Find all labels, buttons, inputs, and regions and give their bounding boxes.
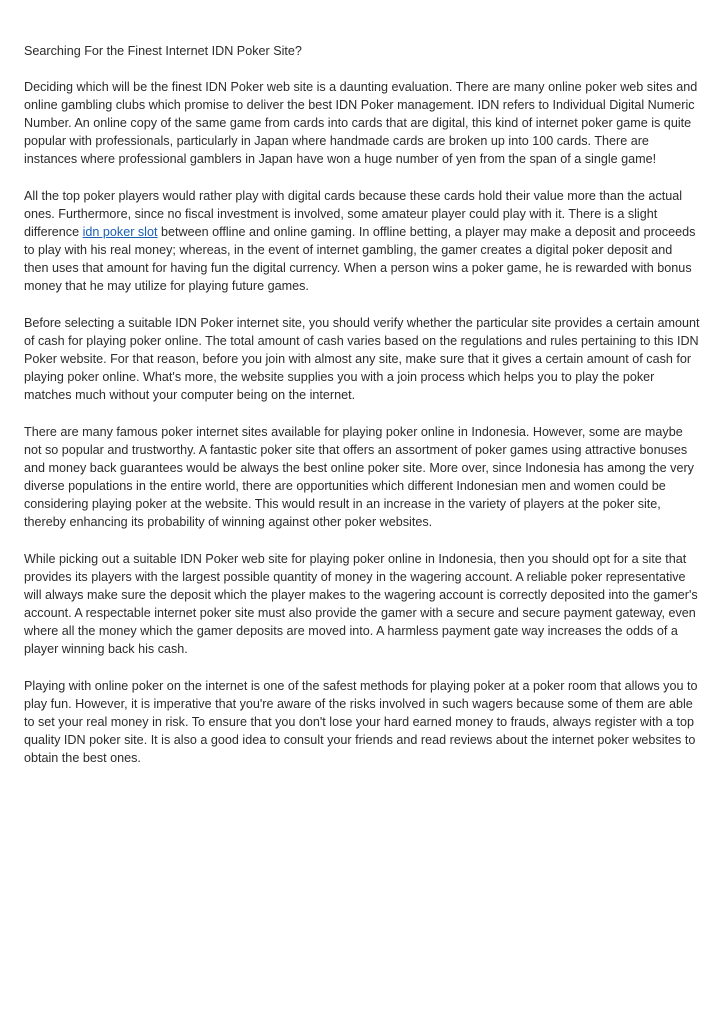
document-body [24,42,700,786]
paragraph-1: Deciding which will be the finest IDN Poker web site is a daunting evaluation. There are many online poker web sites and online gambling clubs which promise to deliver the best IDN Poker management. IDN refers to Individual Digital Numeric Number. An online copy of the same game from cards into cards that are digital, this kind of internet poker game is quite popular with professionals, particularly in Japan where handmade cards are broken up into 100 cards. There are instances where professional gamblers in Japan have won a huge number of yen from the span of a single game! [24,80,698,167]
paragraph-2 [24,187,700,296]
paragraph-6: Playing with online poker on the internet is one of the safest methods for playing poker at a poker room that allows you to play fun. However, it is imperative that you're aware of the risks involved in such wagers because some of them are able to set your real money in risk. To ensure that you don't lose your hard earned money to frauds, always register with a top quality IDN poker site. It is also a good idea to consult your friends and read reviews about the internet poker websites to obtain the best ones. [24,678,698,766]
paragraph-4: There are many famous poker internet sites available for playing poker online in Indonesia. However, some are maybe not so popular and trustworthy. A fantastic poker site that offers an assortment of poker games using attractive bonuses and money back guarantees would be always the best online poker site. More over, since Indonesia has among the very diverse populations in the entire world, there are opportunities which different Indonesian men and women could be considering playing poker at the website. This would result in an increase in the variety of players at the poker site, thereby enhancing its probability of winning against other poker websites. [24,424,694,530]
paragraph-2-text-before: All the top poker players would rather play with digital cards because these cards hold their value more than the actual ones. Furthermore, since no fiscal investment is involved, some amateur player could play with it. There is a slight difference [24,188,683,240]
idn-poker-slot-link[interactable]: idn poker slot [82,225,158,240]
paragraph-3: Before selecting a suitable IDN Poker internet site, you should verify whether the particular site provides a certain amount of cash for playing poker online. The total amount of cash varies based on the regulations and rules pertaining to this IDN Poker website. For that reason, before you join with almost any site, make sure that it gives a certain amount of cash for playing poker online. What's more, the website supplies you with a join process which helps you to play the poker matches much without your computer being on the internet. [24,315,700,403]
paragraph-5: While picking out a suitable IDN Poker web site for playing poker online in Indonesia, then you should opt for a site that provides its players with the largest possible quantity of money in the wagering account. A reliable poker representative will always make sure the deposit which the player makes to the wagering account is correctly deposited into the gamer's account. A respectable internet poker site must also provide the gamer with a secure and secure payment gateway, even where all the money which the gamer deposits are moved into. A harmless payment gate way increases the odds of a player winning back his cash. [24,551,698,657]
document-title: Searching For the Finest Internet IDN Poker Site? [24,44,302,58]
paragraph-2-text-after: between offline and online gaming. In offline betting, a player may make a deposit and proceeds to play with his real money; whereas, in the event of internet gambling, the gamer creates a digital poker deposit and then uses that amount for having fun the digital currency. When a person wins a poker game, he is rewarded with bonus money that he may utilize for playing future games. [24,225,696,294]
